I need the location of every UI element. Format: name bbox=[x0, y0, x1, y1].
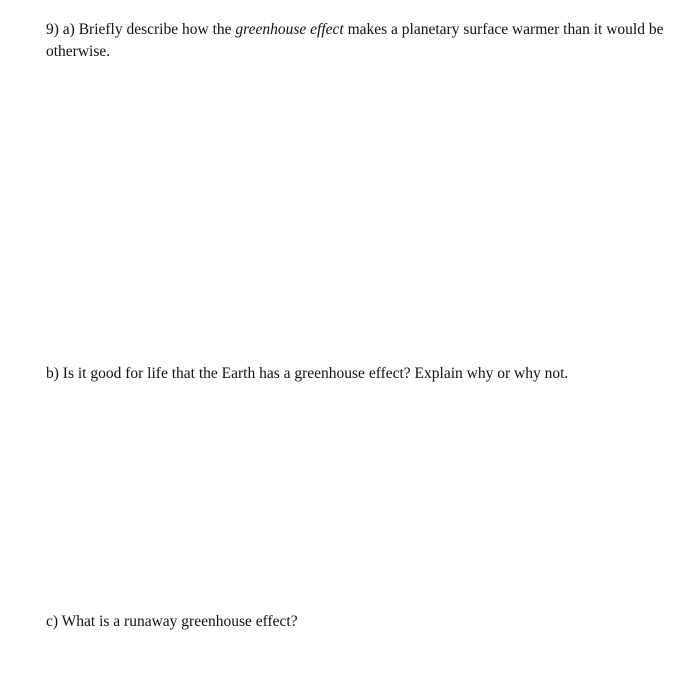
question-9a-suffix: makes a planetary surface warmer than it would be otherwise. bbox=[46, 21, 664, 60]
question-9a bbox=[46, 19, 666, 63]
question-9a-emphasis: greenhouse effect bbox=[235, 21, 344, 38]
question-9a-prefix: 9) a) Briefly describe how the bbox=[46, 21, 236, 38]
question-9b: b) Is it good for life that the Earth has a greenhouse effect? Explain why or why not. bbox=[46, 365, 569, 382]
question-9c: c) What is a runaway greenhouse effect? bbox=[46, 613, 298, 630]
